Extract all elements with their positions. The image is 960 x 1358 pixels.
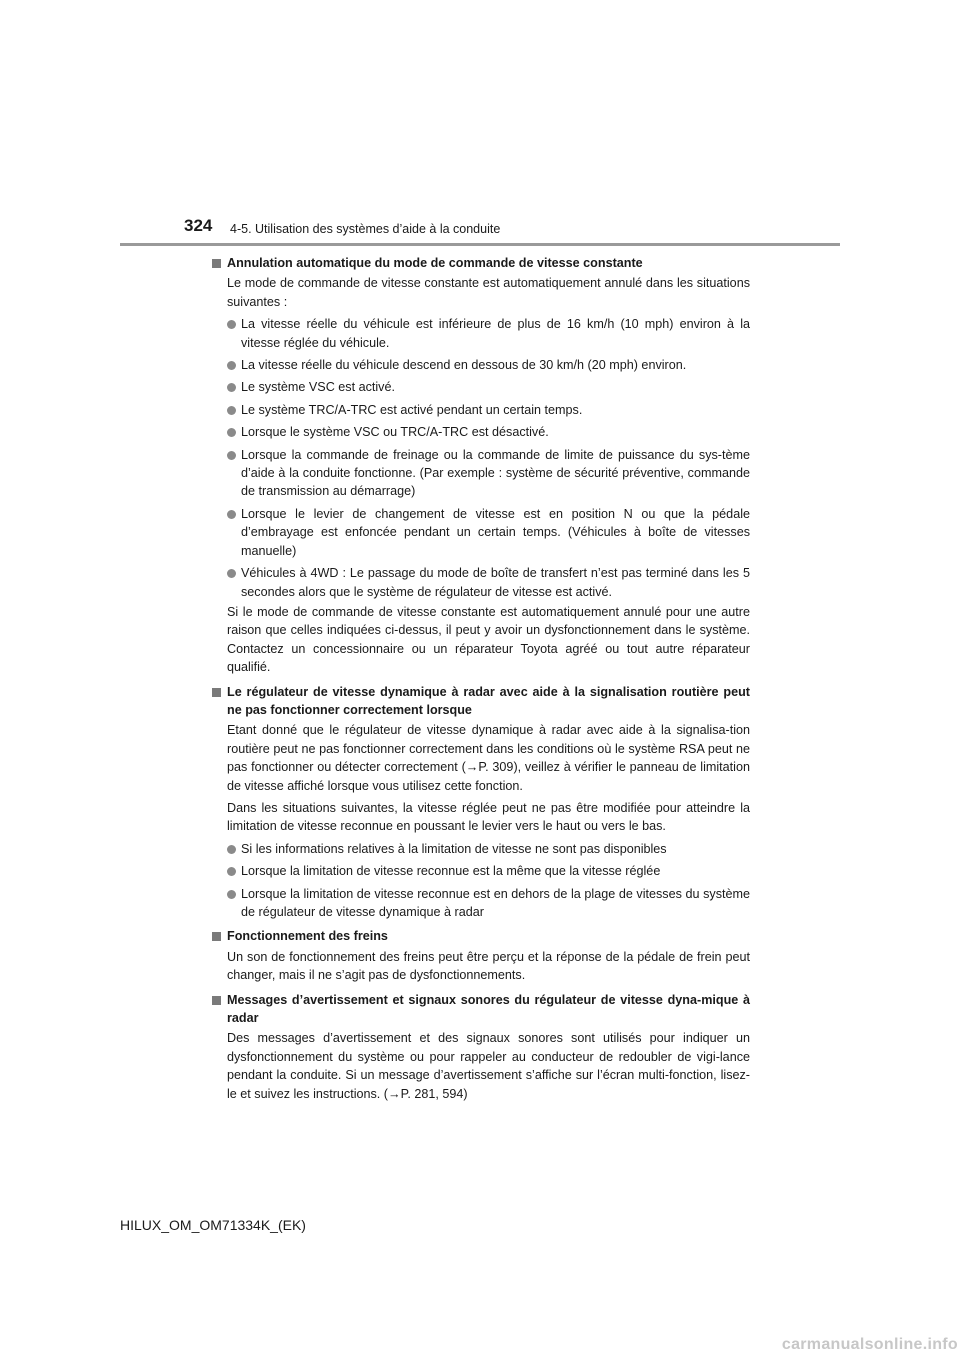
list-item: Si les informations relatives à la limitation de vitesse ne sont pas disponibles — [211, 840, 750, 858]
list-item: La vitesse réelle du véhicule est inférieure de plus de 16 km/h (10 mph) environ à la vitesse réglée du véhicule. — [211, 315, 750, 352]
header-rule — [120, 243, 840, 246]
section-heading: Fonctionnement des freins — [211, 927, 750, 945]
list-item: Lorsque la commande de freinage ou la commande de limite de puissance du sys-tème d’aide à la conduite fonctionne. (Par exemple : système de sécurité préventive, commande de transmission au démarrage) — [211, 446, 750, 501]
circle-bullet-icon — [227, 510, 236, 519]
list-item: Véhicules à 4WD : Le passage du mode de boîte de transfert n’est pas terminé dans les 5 secondes alors que le système de régulateur de vitesse est activé. — [211, 564, 750, 601]
section-heading: Le régulateur de vitesse dynamique à radar avec aide à la signalisation routière peut ne pas fonctionner correctement lorsque — [211, 683, 750, 720]
paragraph: Dans les situations suivantes, la vitesse réglée peut ne pas être modifiée pour atteindre la limitation de vitesse reconnue en poussant le levier vers le haut ou vers le bas. — [227, 800, 750, 834]
circle-bullet-icon — [227, 320, 236, 329]
list-item: Le système VSC est activé. — [211, 378, 750, 396]
square-bullet-icon — [212, 932, 221, 941]
square-bullet-icon — [212, 259, 221, 268]
circle-bullet-icon — [227, 361, 236, 370]
list-item: Lorsque le système VSC ou TRC/A-TRC est désactivé. — [211, 423, 750, 441]
circle-bullet-icon — [227, 845, 236, 854]
paragraph: Etant donné que le régulateur de vitesse dynamique à radar avec aide à la signalisa-tion routière peut ne pas fonctionner correctement dans les conditions où le système RSA peut ne pas fonctionner ou détecter correctement (→P. 309), veillez à vérifier le panneau de limitation de vitesse affiché lorsque vous utilisez cette fonction. — [227, 723, 750, 793]
paragraph: Si le mode de commande de vitesse constante est automatiquement annulé pour une autre raison que celles indiquées ci-dessus, il peut y avoir un dysfonctionnement dans le système. Contactez un concessionnaire ou un réparateur Toyota agréé ou tout autre réparateur qualifié. — [227, 604, 750, 675]
watermark: carmanualsonline.info — [781, 1336, 958, 1353]
list-item: Le système TRC/A-TRC est activé pendant un certain temps. — [211, 401, 750, 419]
circle-bullet-icon — [227, 890, 236, 899]
circle-bullet-icon — [227, 406, 236, 415]
section-heading: Messages d’avertissement et signaux sonores du régulateur de vitesse dyna-mique à radar — [211, 991, 750, 1028]
page-number: 324 — [184, 216, 213, 235]
chapter-title: 4-5. Utilisation des systèmes d’aide à la conduite — [230, 222, 501, 236]
list-item: Lorsque la limitation de vitesse reconnue est en dehors de la plage de vitesses du système de régulateur de vitesse dynamique à radar — [211, 885, 750, 922]
document-code: HILUX_OM_OM71334K_(EK) — [120, 1217, 306, 1233]
circle-bullet-icon — [227, 428, 236, 437]
square-bullet-icon — [212, 688, 221, 697]
circle-bullet-icon — [227, 569, 236, 578]
list-item: Lorsque le levier de changement de vitesse est en position N ou que la pédale d’embrayage est enfoncée pendant un certain temps. (Véhicules à boîte de vitesses manuelle) — [211, 505, 750, 560]
list-item: Lorsque la limitation de vitesse reconnue est la même que la vitesse réglée — [211, 862, 750, 880]
paragraph: Le mode de commande de vitesse constante est automatiquement annulé dans les situations suivantes : — [227, 276, 750, 309]
list-item: La vitesse réelle du véhicule descend en dessous de 30 km/h (20 mph) environ. — [211, 356, 750, 374]
circle-bullet-icon — [227, 383, 236, 392]
section-heading: Annulation automatique du mode de commande de vitesse constante — [211, 254, 750, 272]
circle-bullet-icon — [227, 451, 236, 460]
page-content — [211, 254, 750, 1103]
square-bullet-icon — [212, 996, 221, 1005]
paragraph: Des messages d’avertissement et des signaux sonores sont utilisés pour indiquer un dysfonctionnement du système ou pour rappeler au conducteur de redoubler de vigi-lance pendant la conduite. Si un message d’avertissement s’affiche sur l’écran multi-fonction, lisez-le et suivez les instructions. (→P. 281, 594) — [227, 1031, 750, 1101]
circle-bullet-icon — [227, 867, 236, 876]
paragraph: Un son de fonctionnement des freins peut être perçu et la réponse de la pédale de frein peut changer, mais il ne s’agit pas de dysfonctionnements. — [227, 949, 750, 983]
